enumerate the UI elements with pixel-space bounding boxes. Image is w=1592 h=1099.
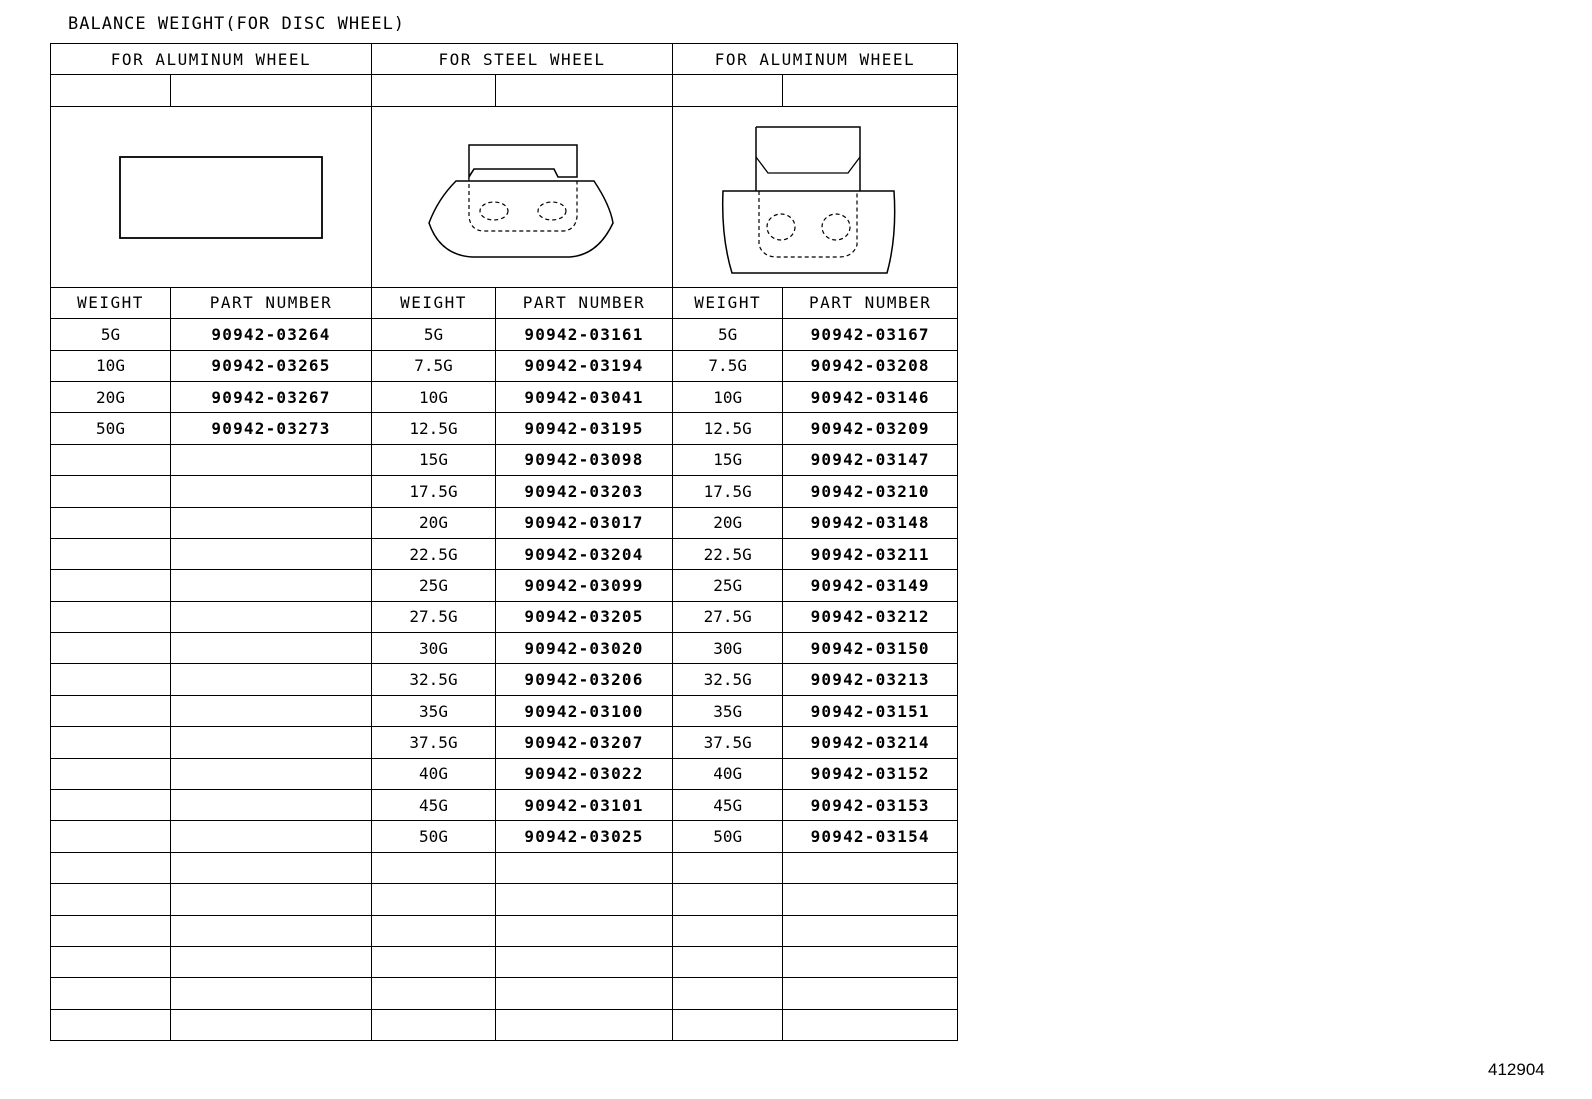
part-number-cell: [171, 978, 372, 1009]
weight-cell: [51, 852, 171, 883]
part-number-cell: [171, 538, 372, 569]
table-row: [51, 695, 958, 726]
part-number-cell: 90942-03150: [783, 633, 958, 664]
weight-cell: 27.5G: [673, 601, 783, 632]
weight-cell: 50G: [673, 821, 783, 852]
weight-cell: 5G: [673, 319, 783, 350]
table-row: [51, 570, 958, 601]
weight-cell: [51, 476, 171, 507]
aluminum-clip-weight-drawing: [673, 107, 957, 287]
blank-cell: [496, 75, 673, 106]
part-number-cell: 90942-03147: [783, 444, 958, 475]
table-row: [51, 727, 958, 758]
part-number-cell: 90942-03267: [171, 381, 372, 412]
part-number-cell: 90942-03203: [496, 476, 673, 507]
weight-cell: 37.5G: [673, 727, 783, 758]
figure-id: 412904: [1488, 1060, 1545, 1079]
table-row: [51, 821, 958, 852]
part-number-cell: [496, 1009, 673, 1040]
part-number-cell: 90942-03206: [496, 664, 673, 695]
table-row: [51, 884, 958, 915]
group-heading-row: [51, 44, 958, 75]
part-number-cell: [783, 946, 958, 977]
part-number-header: PART NUMBER: [783, 287, 958, 318]
weight-cell: [51, 444, 171, 475]
adhesive-weight-drawing: [51, 107, 371, 287]
weight-cell: 50G: [51, 413, 171, 444]
part-number-cell: 90942-03151: [783, 695, 958, 726]
weight-cell: [51, 915, 171, 946]
table-row: [51, 538, 958, 569]
part-number-cell: 90942-03210: [783, 476, 958, 507]
weight-cell: 25G: [673, 570, 783, 601]
adhesive-weight-illustration-cell: [51, 106, 372, 287]
weight-cell: 15G: [372, 444, 496, 475]
weight-cell: [372, 884, 496, 915]
part-number-cell: [496, 978, 673, 1009]
part-number-cell: 90942-03041: [496, 381, 673, 412]
part-number-cell: [171, 946, 372, 977]
weight-cell: [51, 538, 171, 569]
part-number-cell: 90942-03098: [496, 444, 673, 475]
weight-cell: 35G: [372, 695, 496, 726]
part-number-cell: 90942-03148: [783, 507, 958, 538]
part-number-cell: 90942-03264: [171, 319, 372, 350]
part-number-cell: 90942-03020: [496, 633, 673, 664]
steel-clip-weight-drawing: [372, 107, 672, 287]
part-number-cell: [171, 601, 372, 632]
weight-cell: 35G: [673, 695, 783, 726]
weight-cell: [372, 946, 496, 977]
part-number-cell: 90942-03146: [783, 381, 958, 412]
weight-cell: [51, 695, 171, 726]
weight-cell: [673, 978, 783, 1009]
weight-cell: 10G: [372, 381, 496, 412]
group-heading-aluminum-1: FOR ALUMINUM WHEEL: [51, 44, 372, 75]
part-number-cell: [171, 790, 372, 821]
table-row: [51, 633, 958, 664]
table-row: [51, 413, 958, 444]
weight-cell: [51, 884, 171, 915]
part-number-cell: [783, 978, 958, 1009]
weight-cell: 15G: [673, 444, 783, 475]
weight-cell: 10G: [51, 350, 171, 381]
part-number-cell: 90942-03209: [783, 413, 958, 444]
weight-cell: [673, 946, 783, 977]
blank-cell: [673, 75, 783, 106]
blank-cell: [783, 75, 958, 106]
weight-cell: 40G: [372, 758, 496, 789]
weight-cell: 27.5G: [372, 601, 496, 632]
part-number-cell: 90942-03101: [496, 790, 673, 821]
table-row: [51, 601, 958, 632]
part-number-cell: [783, 915, 958, 946]
weight-cell: 22.5G: [372, 538, 496, 569]
part-number-cell: [171, 852, 372, 883]
weight-cell: 17.5G: [673, 476, 783, 507]
group-heading-aluminum-2: FOR ALUMINUM WHEEL: [673, 44, 958, 75]
weight-cell: 45G: [673, 790, 783, 821]
part-number-cell: [171, 884, 372, 915]
weight-cell: 30G: [673, 633, 783, 664]
aluminum-clip-weight-illustration-cell: [673, 106, 958, 287]
part-number-header: PART NUMBER: [171, 287, 372, 318]
weight-cell: 17.5G: [372, 476, 496, 507]
table-row: [51, 946, 958, 977]
group-heading-steel: FOR STEEL WHEEL: [372, 44, 673, 75]
part-number-cell: [171, 633, 372, 664]
part-number-cell: 90942-03100: [496, 695, 673, 726]
table-row: [51, 790, 958, 821]
part-number-cell: 90942-03152: [783, 758, 958, 789]
part-number-cell: 90942-03207: [496, 727, 673, 758]
weight-cell: 22.5G: [673, 538, 783, 569]
part-number-cell: 90942-03099: [496, 570, 673, 601]
weight-cell: 40G: [673, 758, 783, 789]
weight-cell: 30G: [372, 633, 496, 664]
page-title: BALANCE WEIGHT(FOR DISC WHEEL): [68, 14, 406, 34]
weight-cell: 10G: [673, 381, 783, 412]
weight-cell: [372, 915, 496, 946]
blank-cell: [372, 75, 496, 106]
weight-cell: [51, 601, 171, 632]
weight-cell: 25G: [372, 570, 496, 601]
part-number-cell: [171, 570, 372, 601]
weight-cell: 45G: [372, 790, 496, 821]
table-row: [51, 444, 958, 475]
blank-cell: [171, 75, 372, 106]
part-number-cell: [496, 884, 673, 915]
part-number-cell: 90942-03153: [783, 790, 958, 821]
weight-cell: [673, 852, 783, 883]
weight-header: WEIGHT: [51, 287, 171, 318]
part-number-cell: 90942-03017: [496, 507, 673, 538]
part-number-cell: 90942-03022: [496, 758, 673, 789]
table-row: [51, 319, 958, 350]
weight-cell: [51, 790, 171, 821]
weight-cell: 32.5G: [372, 664, 496, 695]
weight-cell: [372, 852, 496, 883]
part-number-cell: [171, 476, 372, 507]
part-number-cell: [783, 1009, 958, 1040]
weight-cell: [51, 727, 171, 758]
part-number-cell: [171, 1009, 372, 1040]
weight-cell: [51, 664, 171, 695]
weight-cell: 20G: [372, 507, 496, 538]
part-number-cell: 90942-03273: [171, 413, 372, 444]
steel-clip-weight-illustration-cell: [372, 106, 673, 287]
part-number-cell: 90942-03213: [783, 664, 958, 695]
part-number-cell: [496, 946, 673, 977]
table-row: [51, 350, 958, 381]
weight-cell: [51, 978, 171, 1009]
weight-cell: [51, 946, 171, 977]
weight-cell: 5G: [372, 319, 496, 350]
blank-cell: [51, 75, 171, 106]
table-row: [51, 381, 958, 412]
part-number-cell: [171, 664, 372, 695]
weight-cell: [372, 978, 496, 1009]
part-number-cell: 90942-03025: [496, 821, 673, 852]
part-number-cell: [171, 821, 372, 852]
part-number-cell: 90942-03194: [496, 350, 673, 381]
weight-cell: 7.5G: [372, 350, 496, 381]
weight-header: WEIGHT: [673, 287, 783, 318]
part-number-header: PART NUMBER: [496, 287, 673, 318]
part-number-cell: [783, 884, 958, 915]
part-number-cell: 90942-03208: [783, 350, 958, 381]
table-row: [51, 758, 958, 789]
column-header-row: [51, 287, 958, 318]
part-number-cell: [171, 758, 372, 789]
part-number-cell: 90942-03212: [783, 601, 958, 632]
weight-cell: 50G: [372, 821, 496, 852]
part-number-cell: 90942-03154: [783, 821, 958, 852]
part-number-cell: 90942-03167: [783, 319, 958, 350]
weight-cell: [372, 1009, 496, 1040]
table-row: [51, 852, 958, 883]
part-number-cell: [171, 444, 372, 475]
weight-cell: [51, 507, 171, 538]
weight-cell: 32.5G: [673, 664, 783, 695]
part-number-cell: [171, 915, 372, 946]
weight-cell: 5G: [51, 319, 171, 350]
weight-cell: 20G: [51, 381, 171, 412]
weight-cell: 7.5G: [673, 350, 783, 381]
table-row: [51, 476, 958, 507]
part-number-cell: [171, 507, 372, 538]
weight-cell: [51, 821, 171, 852]
part-number-cell: 90942-03211: [783, 538, 958, 569]
weight-cell: [673, 1009, 783, 1040]
table-row: [51, 664, 958, 695]
balance-weight-table: [50, 43, 958, 1041]
part-number-cell: 90942-03161: [496, 319, 673, 350]
weight-header: WEIGHT: [372, 287, 496, 318]
illustration-row: [51, 106, 958, 287]
weight-cell: [51, 758, 171, 789]
table-row: [51, 978, 958, 1009]
weight-cell: [673, 884, 783, 915]
weight-cell: [51, 570, 171, 601]
part-number-cell: 90942-03149: [783, 570, 958, 601]
part-number-cell: 90942-03195: [496, 413, 673, 444]
part-number-cell: 90942-03214: [783, 727, 958, 758]
part-number-cell: [783, 852, 958, 883]
weight-cell: 12.5G: [673, 413, 783, 444]
weight-cell: [673, 915, 783, 946]
weight-cell: [51, 633, 171, 664]
part-number-cell: 90942-03204: [496, 538, 673, 569]
part-number-cell: [171, 695, 372, 726]
part-number-cell: [496, 852, 673, 883]
weight-cell: 12.5G: [372, 413, 496, 444]
part-number-cell: 90942-03265: [171, 350, 372, 381]
part-number-cell: 90942-03205: [496, 601, 673, 632]
weight-cell: 37.5G: [372, 727, 496, 758]
part-number-cell: [496, 915, 673, 946]
part-number-cell: [171, 727, 372, 758]
table-row: [51, 915, 958, 946]
table-row: [51, 1009, 958, 1040]
table-row: [51, 507, 958, 538]
weight-cell: [51, 1009, 171, 1040]
weight-cell: 20G: [673, 507, 783, 538]
blank-subheader-row: [51, 75, 958, 106]
